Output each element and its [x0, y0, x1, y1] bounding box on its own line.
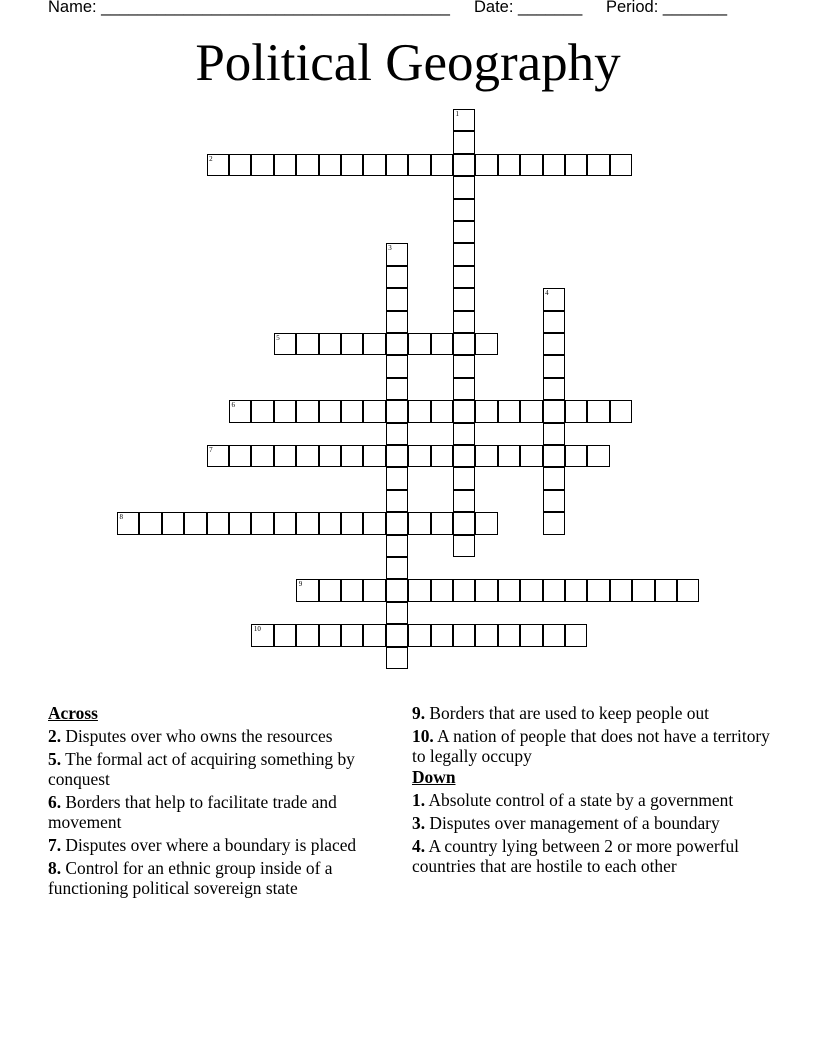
crossword-cell[interactable] [386, 445, 408, 467]
crossword-cell[interactable] [565, 579, 587, 601]
crossword-cell[interactable] [386, 624, 408, 646]
crossword-cell[interactable] [274, 512, 296, 534]
period-field-label: Period: _______ [606, 0, 728, 16]
crossword-cell[interactable] [498, 624, 520, 646]
crossword-cell[interactable] [341, 512, 363, 534]
crossword-cell[interactable] [296, 154, 318, 176]
crossword-cell[interactable] [341, 624, 363, 646]
crossword-cell[interactable] [274, 445, 296, 467]
crossword-cell[interactable] [296, 400, 318, 422]
crossword-cell[interactable] [453, 423, 475, 445]
crossword-cell[interactable] [498, 579, 520, 601]
crossword-cell[interactable] [162, 512, 184, 534]
crossword-cell[interactable] [386, 512, 408, 534]
crossword-cell[interactable] [341, 445, 363, 467]
crossword-cell[interactable] [543, 333, 565, 355]
crossword-cell[interactable] [229, 154, 251, 176]
crossword-cell[interactable] [386, 311, 408, 333]
crossword-cell[interactable] [498, 154, 520, 176]
crossword-cell[interactable] [543, 624, 565, 646]
crossword-cell[interactable] [274, 154, 296, 176]
crossword-cell[interactable] [386, 490, 408, 512]
crossword-cell[interactable] [386, 467, 408, 489]
crossword-cell[interactable] [386, 423, 408, 445]
crossword-cell[interactable] [475, 624, 497, 646]
clue-number: 3 [388, 244, 392, 253]
name-field-label: Name: ______________________________________ [48, 0, 450, 16]
crossword-cell[interactable] [475, 400, 497, 422]
crossword-cell[interactable] [587, 579, 609, 601]
crossword-cell[interactable] [453, 333, 475, 355]
crossword-cell[interactable] [543, 467, 565, 489]
crossword-cell[interactable] [386, 333, 408, 355]
clue-across-7: 7. Disputes over where a boundary is placed [48, 835, 357, 855]
crossword-cell[interactable] [386, 288, 408, 310]
date-field-label: Date: _______ [474, 0, 583, 16]
crossword-cell[interactable] [655, 579, 677, 601]
crossword-cell[interactable] [453, 221, 475, 243]
clue-number: 10 [253, 625, 261, 634]
clue-across-10: 10. A nation of people that does not have a territory to legally occupy [412, 726, 770, 766]
crossword-cell[interactable] [543, 445, 565, 467]
crossword-cell[interactable] [587, 445, 609, 467]
crossword-cell[interactable] [386, 400, 408, 422]
crossword-cell[interactable] [453, 467, 475, 489]
crossword-cell[interactable] [543, 154, 565, 176]
crossword-cell[interactable] [587, 400, 609, 422]
clue-number: 9 [298, 580, 303, 589]
crossword-cell[interactable] [386, 154, 408, 176]
crossword-cell[interactable] [520, 154, 542, 176]
crossword-cell[interactable] [251, 624, 273, 646]
crossword-cell[interactable] [408, 333, 430, 355]
crossword-cell[interactable] [543, 355, 565, 377]
crossword-cell[interactable] [274, 624, 296, 646]
crossword-cell[interactable] [408, 400, 430, 422]
crossword-cell[interactable] [363, 154, 385, 176]
crossword-cell[interactable] [610, 154, 632, 176]
crossword-cell[interactable] [386, 378, 408, 400]
crossword-cell[interactable] [319, 154, 341, 176]
crossword-cell[interactable] [386, 266, 408, 288]
clue-number: 6 [231, 401, 235, 410]
crossword-cell[interactable] [408, 624, 430, 646]
crossword-cell[interactable] [386, 647, 408, 669]
crossword-cell[interactable] [431, 624, 453, 646]
crossword-cell[interactable] [431, 512, 453, 534]
crossword-cell[interactable] [341, 579, 363, 601]
crossword-cell[interactable] [117, 512, 139, 534]
crossword-cell[interactable] [453, 355, 475, 377]
crossword-cell[interactable] [386, 579, 408, 601]
crossword-cell[interactable] [453, 624, 475, 646]
crossword-cell[interactable] [319, 333, 341, 355]
crossword-cell[interactable] [453, 579, 475, 601]
crossword-cell[interactable] [363, 579, 385, 601]
crossword-cell[interactable] [363, 445, 385, 467]
crossword-cell[interactable] [565, 624, 587, 646]
crossword-cell[interactable] [543, 512, 565, 534]
crossword-cell[interactable] [431, 333, 453, 355]
crossword-cell[interactable] [251, 512, 273, 534]
crossword-cell[interactable] [520, 624, 542, 646]
crossword-cell[interactable] [274, 333, 296, 355]
crossword-cell[interactable] [251, 154, 273, 176]
crossword-cell[interactable] [319, 400, 341, 422]
crossword-cell[interactable] [565, 445, 587, 467]
crossword-cell[interactable] [453, 199, 475, 221]
crossword-cell[interactable] [386, 535, 408, 557]
clue-across-8: 8. Control for an ethnic group inside of a functioning political sovereign state [48, 858, 333, 898]
crossword-cell[interactable] [610, 579, 632, 601]
crossword-cell[interactable] [453, 154, 475, 176]
crossword-cell[interactable] [296, 512, 318, 534]
clue-number: 7 [209, 446, 213, 454]
crossword-cell[interactable] [408, 579, 430, 601]
crossword-cell[interactable] [565, 400, 587, 422]
clue-number: 2 [209, 154, 213, 163]
crossword-cell[interactable] [565, 154, 587, 176]
crossword-cell[interactable] [431, 154, 453, 176]
crossword-cell[interactable] [386, 355, 408, 377]
clues-column-right [412, 703, 772, 876]
crossword-cell[interactable] [475, 154, 497, 176]
crossword-cell[interactable] [341, 154, 363, 176]
across-heading: Across [48, 703, 98, 723]
crossword-cell[interactable] [543, 423, 565, 445]
crossword-cell[interactable] [632, 579, 654, 601]
clue-across-6: 6. Borders that help to facilitate trade and movement [48, 792, 337, 832]
crossword-cell[interactable] [453, 378, 475, 400]
page-title: Political Geography [195, 34, 621, 92]
crossword-cell[interactable] [341, 333, 363, 355]
clues-column-left [48, 703, 388, 898]
crossword-cell[interactable] [610, 400, 632, 422]
crossword-cell[interactable] [677, 579, 699, 601]
crossword-cell[interactable] [431, 445, 453, 467]
crossword-cell[interactable] [408, 512, 430, 534]
crossword-cell[interactable] [543, 579, 565, 601]
crossword-cell[interactable] [363, 624, 385, 646]
crossword-cell[interactable] [431, 400, 453, 422]
clue-down-4: 4. A country lying between 2 or more powerful countries that are hostile to each other [412, 836, 739, 876]
crossword-cell[interactable] [453, 535, 475, 557]
crossword-cell[interactable] [319, 445, 341, 467]
crossword-cell[interactable] [475, 445, 497, 467]
crossword-cell[interactable] [453, 445, 475, 467]
crossword-cell[interactable] [498, 445, 520, 467]
crossword-cell[interactable] [274, 400, 296, 422]
crossword-cell[interactable] [341, 400, 363, 422]
crossword-cell[interactable] [453, 512, 475, 534]
clue-across-2: 2. Disputes over who owns the resources [48, 726, 333, 746]
crossword-cell[interactable] [453, 400, 475, 422]
crossword-cell[interactable] [386, 243, 408, 265]
crossword-cell[interactable] [453, 490, 475, 512]
crossword-cell[interactable] [296, 445, 318, 467]
crossword-cell[interactable] [453, 131, 475, 153]
crossword-cell[interactable] [319, 579, 341, 601]
crossword-cell[interactable] [498, 400, 520, 422]
clue-across-5: 5. The formal act of acquiring something by conquest [48, 749, 355, 789]
crossword-cell[interactable] [453, 243, 475, 265]
crossword-cell[interactable] [207, 445, 229, 467]
crossword-cell[interactable] [319, 512, 341, 534]
clue-down-3: 3. Disputes over management of a boundary [412, 813, 720, 833]
crossword-cell[interactable] [363, 333, 385, 355]
crossword-cell[interactable] [475, 579, 497, 601]
crossword-cell[interactable] [543, 288, 565, 310]
crossword-cell[interactable] [453, 109, 475, 131]
crossword-cell[interactable] [475, 512, 497, 534]
crossword-cell[interactable] [543, 311, 565, 333]
clue-number: 1 [455, 110, 459, 118]
crossword-cell[interactable] [431, 579, 453, 601]
crossword-cell[interactable] [229, 445, 251, 467]
crossword-cell[interactable] [207, 154, 229, 176]
clue-across-9: 9. Borders that are used to keep people out [412, 703, 710, 723]
crossword-cell[interactable] [251, 400, 273, 422]
crossword-cell[interactable] [408, 445, 430, 467]
crossword-cell[interactable] [543, 400, 565, 422]
crossword-cell[interactable] [543, 490, 565, 512]
crossword-cell[interactable] [453, 311, 475, 333]
crossword-cell[interactable] [520, 400, 542, 422]
crossword-cell[interactable] [453, 266, 475, 288]
clue-number: 4 [545, 289, 549, 298]
clue-number: 8 [119, 513, 123, 522]
crossword-cell[interactable] [453, 176, 475, 198]
crossword-cell[interactable] [543, 378, 565, 400]
crossword-cell[interactable] [520, 579, 542, 601]
crossword-cell[interactable] [229, 400, 251, 422]
crossword-cell[interactable] [386, 557, 408, 579]
crossword-cell[interactable] [363, 512, 385, 534]
crossword-cell[interactable] [363, 400, 385, 422]
crossword-cell[interactable] [184, 512, 206, 534]
crossword-cell[interactable] [229, 512, 251, 534]
crossword-cell[interactable] [296, 624, 318, 646]
clue-down-1: 1. Absolute control of a state by a government [412, 790, 734, 810]
clue-number: 5 [276, 334, 280, 342]
crossword-cell[interactable] [520, 445, 542, 467]
crossword-cell[interactable] [296, 333, 318, 355]
crossword-cell[interactable] [408, 154, 430, 176]
crossword-cell[interactable] [296, 579, 318, 601]
crossword-cell[interactable] [207, 512, 229, 534]
crossword-cell[interactable] [475, 333, 497, 355]
crossword-cell[interactable] [251, 445, 273, 467]
crossword-cell[interactable] [386, 602, 408, 624]
down-heading: Down [412, 767, 456, 787]
crossword-cell[interactable] [319, 624, 341, 646]
crossword-cell[interactable] [453, 288, 475, 310]
crossword-cell[interactable] [587, 154, 609, 176]
crossword-cell[interactable] [139, 512, 161, 534]
